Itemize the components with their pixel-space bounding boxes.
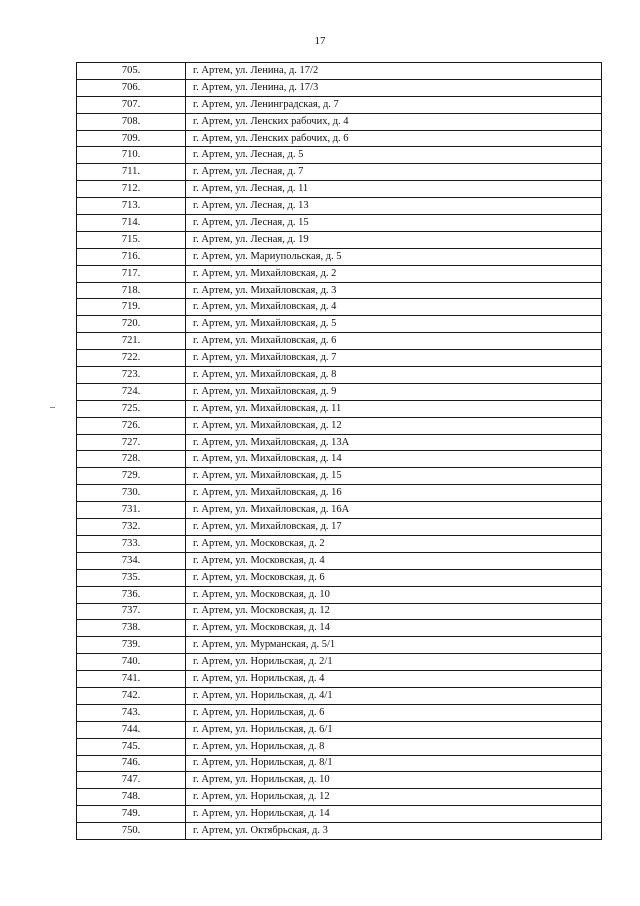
row-number: 722.: [77, 350, 186, 367]
table-row: [77, 147, 602, 164]
table-row: [77, 333, 602, 350]
row-number: 724.: [77, 383, 186, 400]
table-row: [77, 79, 602, 96]
row-address: г. Артем, ул. Московская, д. 2: [186, 535, 602, 552]
row-number: 721.: [77, 333, 186, 350]
row-number: 708.: [77, 113, 186, 130]
row-number: 706.: [77, 79, 186, 96]
row-address: г. Артем, ул. Михайловская, д. 11: [186, 400, 602, 417]
row-address: г. Артем, ул. Михайловская, д. 4: [186, 299, 602, 316]
row-address: г. Артем, ул. Московская, д. 4: [186, 552, 602, 569]
row-address: г. Артем, ул. Московская, д. 6: [186, 569, 602, 586]
row-number: 714.: [77, 215, 186, 232]
row-address: г. Артем, ул. Лесная, д. 7: [186, 164, 602, 181]
row-number: 748.: [77, 789, 186, 806]
table-row: [77, 603, 602, 620]
row-number: 717.: [77, 265, 186, 282]
table-row: [77, 671, 602, 688]
table-row: [77, 569, 602, 586]
table-row: [77, 316, 602, 333]
row-address: г. Артем, ул. Московская, д. 14: [186, 620, 602, 637]
table-row: [77, 282, 602, 299]
row-number: 734.: [77, 552, 186, 569]
table-row: [77, 823, 602, 840]
row-number: 737.: [77, 603, 186, 620]
row-number: 746.: [77, 755, 186, 772]
row-number: 720.: [77, 316, 186, 333]
table-row: [77, 367, 602, 384]
table-row: [77, 248, 602, 265]
table-row: [77, 164, 602, 181]
table-row: [77, 468, 602, 485]
address-table-body: [77, 63, 602, 840]
address-table: [76, 62, 602, 840]
table-row: [77, 383, 602, 400]
row-address: г. Артем, ул. Михайловская, д. 7: [186, 350, 602, 367]
row-number: 738.: [77, 620, 186, 637]
row-address: г. Артем, ул. Михайловская, д. 15: [186, 468, 602, 485]
row-address: г. Артем, ул. Лесная, д. 11: [186, 181, 602, 198]
table-row: [77, 772, 602, 789]
table-row: [77, 687, 602, 704]
table-row: [77, 637, 602, 654]
row-address: г. Артем, ул. Михайловская, д. 16: [186, 485, 602, 502]
row-address: г. Артем, ул. Октябрьская, д. 3: [186, 823, 602, 840]
table-row: [77, 755, 602, 772]
table-row: [77, 265, 602, 282]
row-number: 742.: [77, 687, 186, 704]
row-number: 709.: [77, 130, 186, 147]
table-row: [77, 789, 602, 806]
row-address: г. Артем, ул. Ленских рабочих, д. 4: [186, 113, 602, 130]
row-number: 743.: [77, 704, 186, 721]
row-address: г. Артем, ул. Норильская, д. 10: [186, 772, 602, 789]
row-number: 733.: [77, 535, 186, 552]
table-row: [77, 130, 602, 147]
row-address: г. Артем, ул. Норильская, д. 2/1: [186, 654, 602, 671]
row-number: 736.: [77, 586, 186, 603]
row-address: г. Артем, ул. Михайловская, д. 9: [186, 383, 602, 400]
row-address: г. Артем, ул. Михайловская, д. 12: [186, 417, 602, 434]
table-row: [77, 502, 602, 519]
table-row: [77, 181, 602, 198]
table-row: [77, 417, 602, 434]
row-address: г. Артем, ул. Ленина, д. 17/3: [186, 79, 602, 96]
table-row: [77, 704, 602, 721]
row-address: г. Артем, ул. Михайловская, д. 16А: [186, 502, 602, 519]
row-address: г. Артем, ул. Норильская, д. 4: [186, 671, 602, 688]
row-number: 712.: [77, 181, 186, 198]
row-number: 745.: [77, 738, 186, 755]
row-address: г. Артем, ул. Норильская, д. 6: [186, 704, 602, 721]
table-row: [77, 535, 602, 552]
table-row: [77, 113, 602, 130]
row-number: 726.: [77, 417, 186, 434]
row-number: 729.: [77, 468, 186, 485]
row-number: 716.: [77, 248, 186, 265]
margin-mark: [50, 407, 55, 408]
table-row: [77, 721, 602, 738]
table-row: [77, 586, 602, 603]
table-row: [77, 485, 602, 502]
row-address: г. Артем, ул. Лесная, д. 5: [186, 147, 602, 164]
table-row: [77, 552, 602, 569]
table-row: [77, 738, 602, 755]
row-number: 744.: [77, 721, 186, 738]
row-number: 741.: [77, 671, 186, 688]
row-address: г. Артем, ул. Михайловская, д. 8: [186, 367, 602, 384]
row-address: г. Артем, ул. Норильская, д. 4/1: [186, 687, 602, 704]
row-number: 735.: [77, 569, 186, 586]
row-address: г. Артем, ул. Норильская, д. 8/1: [186, 755, 602, 772]
row-address: г. Артем, ул. Московская, д. 12: [186, 603, 602, 620]
row-address: г. Артем, ул. Мурманская, д. 5/1: [186, 637, 602, 654]
row-address: г. Артем, ул. Мариупольская, д. 5: [186, 248, 602, 265]
row-number: 730.: [77, 485, 186, 502]
row-address: г. Артем, ул. Московская, д. 10: [186, 586, 602, 603]
row-number: 707.: [77, 96, 186, 113]
row-address: г. Артем, ул. Ленинградская, д. 7: [186, 96, 602, 113]
row-number: 740.: [77, 654, 186, 671]
row-number: 728.: [77, 451, 186, 468]
row-address: г. Артем, ул. Михайловская, д. 5: [186, 316, 602, 333]
table-row: [77, 519, 602, 536]
row-number: 739.: [77, 637, 186, 654]
row-address: г. Артем, ул. Лесная, д. 13: [186, 198, 602, 215]
row-number: 710.: [77, 147, 186, 164]
page-number: 17: [314, 35, 326, 47]
row-address: г. Артем, ул. Михайловская, д. 6: [186, 333, 602, 350]
row-address: г. Артем, ул. Норильская, д. 6/1: [186, 721, 602, 738]
row-number: 727.: [77, 434, 186, 451]
table-row: [77, 451, 602, 468]
table-row: [77, 806, 602, 823]
row-number: 750.: [77, 823, 186, 840]
table-row: [77, 198, 602, 215]
row-address: г. Артем, ул. Лесная, д. 19: [186, 231, 602, 248]
table-row: [77, 654, 602, 671]
row-address: г. Артем, ул. Ленина, д. 17/2: [186, 63, 602, 80]
row-address: г. Артем, ул. Михайловская, д. 14: [186, 451, 602, 468]
table-row: [77, 96, 602, 113]
row-number: 718.: [77, 282, 186, 299]
row-number: 719.: [77, 299, 186, 316]
table-row: [77, 620, 602, 637]
row-address: г. Артем, ул. Ленских рабочих, д. 6: [186, 130, 602, 147]
row-address: г. Артем, ул. Норильская, д. 8: [186, 738, 602, 755]
table-row: [77, 299, 602, 316]
table-row: [77, 350, 602, 367]
row-number: 705.: [77, 63, 186, 80]
row-address: г. Артем, ул. Михайловская, д. 3: [186, 282, 602, 299]
table-row: [77, 434, 602, 451]
row-number: 749.: [77, 806, 186, 823]
row-number: 732.: [77, 519, 186, 536]
row-number: 723.: [77, 367, 186, 384]
row-address: г. Артем, ул. Михайловская, д. 2: [186, 265, 602, 282]
row-address: г. Артем, ул. Норильская, д. 12: [186, 789, 602, 806]
table-row: [77, 63, 602, 80]
table-row: [77, 215, 602, 232]
row-number: 713.: [77, 198, 186, 215]
row-number: 747.: [77, 772, 186, 789]
table-row: [77, 400, 602, 417]
table-row: [77, 231, 602, 248]
row-number: 725.: [77, 400, 186, 417]
row-address: г. Артем, ул. Михайловская, д. 13А: [186, 434, 602, 451]
row-address: г. Артем, ул. Михайловская, д. 17: [186, 519, 602, 536]
row-number: 731.: [77, 502, 186, 519]
row-number: 711.: [77, 164, 186, 181]
row-number: 715.: [77, 231, 186, 248]
row-address: г. Артем, ул. Лесная, д. 15: [186, 215, 602, 232]
row-address: г. Артем, ул. Норильская, д. 14: [186, 806, 602, 823]
